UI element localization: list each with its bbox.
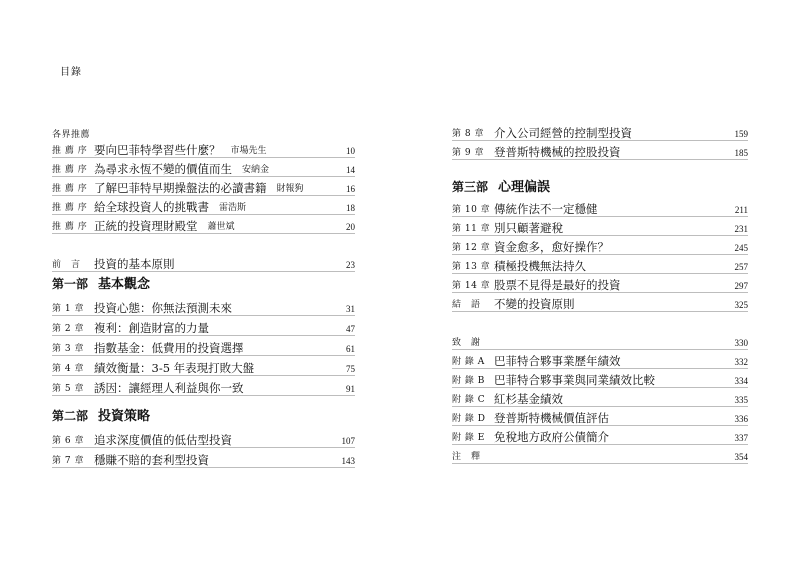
toc-entry-ch6[interactable]: [52, 428, 355, 448]
entry-page: 143: [341, 456, 355, 466]
entry-tag: 第 3 章: [52, 344, 84, 354]
entry-tag: 第 4 章: [52, 364, 84, 374]
toc-entry-ch7[interactable]: [52, 448, 355, 468]
entry-title: 穩賺不賠的套利型投資: [94, 453, 209, 467]
entry-title: 資金愈多，愈好操作？: [494, 240, 609, 254]
entry-tag: 附 錄 C: [452, 395, 486, 405]
toc-entry-ch4[interactable]: [52, 356, 355, 376]
toc-entry-rec-1[interactable]: [52, 138, 355, 158]
entry-page: 16: [346, 184, 355, 194]
entry-tag: 附 錄 A: [452, 357, 485, 367]
entry-tag: 第 12 章: [452, 243, 491, 253]
entry-title: 巴菲特合夥事業歷年績效: [494, 354, 621, 368]
entry-title: 正統的投資理財殿堂: [94, 219, 198, 233]
part-heading-1[interactable]: [52, 272, 355, 292]
entry-tag: 推 薦 序: [52, 222, 88, 232]
toc-entry-rec-3[interactable]: [52, 176, 355, 196]
entry-tag: 推 薦 序: [52, 165, 88, 175]
toc-entry-appendix-e[interactable]: [452, 425, 748, 445]
section-head-label: 各界推薦: [52, 130, 91, 140]
toc-entry-appendix-b[interactable]: [452, 368, 748, 388]
entry-title: 免稅地方政府公債簡介: [494, 430, 609, 444]
entry-title: 追求深度價值的低估型投資: [94, 433, 232, 447]
toc-entry-ch14[interactable]: [452, 273, 748, 293]
entry-tag: 第 13 章: [452, 262, 491, 272]
toc-entry-appendix-c[interactable]: [452, 387, 748, 407]
entry-tag: 推 薦 序: [52, 203, 88, 213]
toc-entry-ch10[interactable]: [452, 197, 748, 217]
entry-page: 297: [734, 281, 748, 291]
toc-entry-ch1[interactable]: [52, 296, 355, 316]
toc-entry-appendix-d[interactable]: [452, 406, 748, 426]
entry-page: 159: [734, 129, 748, 139]
entry-page: 91: [346, 384, 355, 394]
entry-tag: 附 錄 E: [452, 433, 485, 443]
entry-title: 積極投機無法持久: [494, 259, 586, 273]
entry-title: 傳統作法不一定穩健: [494, 202, 598, 216]
toc-entry-conclusion[interactable]: [452, 292, 748, 312]
entry-page: 18: [346, 203, 355, 213]
entry-tag: 第 2 章: [52, 324, 84, 334]
entry-title: 股票不見得是最好的投資: [494, 278, 621, 292]
entry-page: 245: [734, 243, 748, 253]
entry-page: 47: [346, 324, 355, 334]
toc-entry-ch3[interactable]: [52, 336, 355, 356]
entry-page: 10: [346, 146, 355, 156]
entry-tag: 第 1 章: [52, 304, 84, 314]
entry-title: 投資的基本原則: [94, 257, 175, 271]
entry-title: 介入公司經營的控制型投資: [494, 126, 632, 140]
toc-entry-ch13[interactable]: [452, 254, 748, 274]
entry-tag: 推 薦 序: [52, 184, 88, 194]
toc-entry-ch12[interactable]: [452, 235, 748, 255]
entry-title: 登普斯特機械的控股投資: [494, 145, 621, 159]
toc-entry-notes[interactable]: [452, 444, 748, 464]
entry-author: 市場先生: [230, 146, 267, 156]
entry-page: 107: [341, 436, 355, 446]
entry-page: 336: [734, 414, 748, 424]
entry-page: 61: [346, 344, 355, 354]
part-title: 心理偏誤: [498, 180, 551, 195]
part-tag: 第三部: [452, 180, 489, 194]
entry-tag: 推 薦 序: [52, 146, 88, 156]
entry-title: 複利：創造財富的力量: [94, 321, 209, 335]
entry-title: 給全球投資人的挑戰書: [94, 200, 209, 214]
toc-entry-rec-5[interactable]: [52, 214, 355, 234]
entry-page: 14: [346, 165, 355, 175]
entry-page: 325: [734, 300, 748, 310]
entry-title: 指數基金：低費用的投資選擇: [94, 341, 244, 355]
toc-entry-rec-2[interactable]: [52, 157, 355, 177]
entry-title: 要向巴菲特學習些什麼？: [94, 143, 221, 157]
entry-page: 231: [734, 224, 748, 234]
entry-title: 誘因：讓經理人利益與你一致: [94, 381, 244, 395]
entry-title: 了解巴菲特早期操盤法的必讀書籍: [94, 181, 267, 195]
toc-entry-preface[interactable]: [52, 252, 355, 272]
entry-title: 為尋求永恆不變的價值而生: [94, 162, 232, 176]
entry-author: 財報狗: [276, 184, 304, 194]
entry-page: 337: [734, 433, 748, 443]
part-heading-2[interactable]: [52, 404, 355, 424]
entry-page: 31: [346, 304, 355, 314]
entry-page: 257: [734, 262, 748, 272]
part-tag: 第二部: [52, 409, 89, 423]
toc-entry-ch5[interactable]: [52, 376, 355, 396]
toc-entry-rec-4[interactable]: [52, 195, 355, 215]
entry-tag: 第 10 章: [452, 205, 491, 215]
toc-entry-ch8[interactable]: [452, 121, 748, 141]
toc-entry-ch2[interactable]: [52, 316, 355, 336]
entry-page: 75: [346, 364, 355, 374]
part-title: 投資策略: [98, 409, 151, 424]
entry-tag: 第 9 章: [452, 148, 484, 158]
entry-author: 安納金: [242, 165, 270, 175]
entry-tag: 結 語: [452, 300, 481, 310]
entry-tag: 注 釋: [452, 452, 481, 462]
part-title: 基本觀念: [98, 277, 151, 292]
toc-entry-appendix-a[interactable]: [452, 349, 748, 369]
entry-tag: 附 錄 D: [452, 414, 486, 424]
section-head-recommendations: [52, 120, 355, 140]
entry-tag: 第 14 章: [452, 281, 491, 291]
entry-author: 蕭世斌: [207, 222, 235, 232]
part-tag: 第一部: [52, 277, 89, 291]
toc-entry-acknowledgements[interactable]: [452, 330, 748, 350]
toc-entry-ch9[interactable]: [452, 140, 748, 160]
entry-tag: 第 5 章: [52, 384, 84, 394]
entry-tag: 第 8 章: [452, 129, 484, 139]
entry-page: 334: [734, 376, 748, 386]
toc-entry-ch11[interactable]: [452, 216, 748, 236]
entry-author: 雷浩斯: [219, 203, 247, 213]
entry-tag: 第 11 章: [452, 224, 491, 234]
entry-page: 332: [734, 357, 748, 367]
entry-page: 211: [734, 205, 748, 215]
part-heading-3[interactable]: [452, 175, 748, 195]
page-label: 目錄: [60, 67, 82, 78]
entry-tag: 致 謝: [452, 338, 481, 348]
entry-page: 354: [734, 452, 748, 462]
entry-title: 別只顧著避稅: [494, 221, 563, 235]
entry-page: 185: [734, 148, 748, 158]
entry-page: 330: [734, 338, 748, 348]
entry-title: 績效衡量：3-5 年表現打敗大盤: [94, 361, 255, 375]
entry-title: 不變的投資原則: [494, 297, 575, 311]
entry-title: 投資心態：你無法預測未來: [94, 301, 232, 315]
entry-title: 紅杉基金績效: [494, 392, 563, 406]
entry-page: 23: [346, 260, 355, 270]
entry-tag: 附 錄 B: [452, 376, 485, 386]
entry-page: 335: [734, 395, 748, 405]
entry-title: 巴菲特合夥事業與同業績效比較: [494, 373, 655, 387]
entry-tag: 前 言: [52, 260, 81, 270]
entry-page: 20: [346, 222, 355, 232]
entry-tag: 第 7 章: [52, 456, 84, 466]
entry-tag: 第 6 章: [52, 436, 84, 446]
entry-title: 登普斯特機械價值評估: [494, 411, 609, 425]
